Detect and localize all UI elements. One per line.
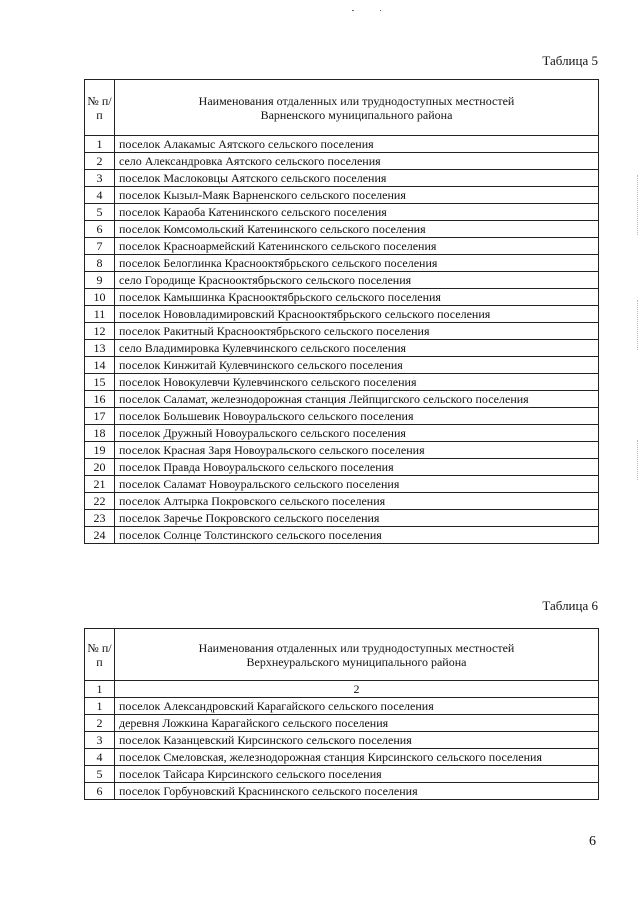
locality-name: поселок Тайсара Кирсинского сельского поселения (115, 766, 599, 783)
locality-name: село Владимировка Кулевчинского сельского поселения (115, 340, 599, 357)
column-header-number: № п/п (85, 629, 115, 681)
table-5-varnensky (84, 79, 599, 544)
row-number: 21 (85, 476, 115, 493)
table-row (85, 204, 599, 221)
column-header-number: № п/п (85, 80, 115, 136)
scan-edge-dots (636, 175, 638, 235)
table-row (85, 357, 599, 374)
table-row (85, 136, 599, 153)
row-number: 11 (85, 306, 115, 323)
locality-name: поселок Большевик Новоуральского сельского поселения (115, 408, 599, 425)
row-number: 12 (85, 323, 115, 340)
row-number: 15 (85, 374, 115, 391)
table-row (85, 323, 599, 340)
locality-name: поселок Комсомольский Катенинского сельского поселения (115, 221, 599, 238)
table-row (85, 408, 599, 425)
scan-edge-dots (636, 300, 638, 350)
locality-name: поселок Ракитный Краснооктябрьского сельского поселения (115, 323, 599, 340)
locality-name: поселок Красная Заря Новоуральского сельского поселения (115, 442, 599, 459)
column-header-name-line2: Верхнеуральского муниципального района (246, 654, 467, 669)
locality-name: поселок Красноармейский Катенинского сельского поселения (115, 238, 599, 255)
locality-name: село Александровка Аятского сельского поселения (115, 153, 599, 170)
table-row (85, 289, 599, 306)
row-number: 3 (85, 170, 115, 187)
table-header-row (85, 80, 599, 136)
table-6-caption: Таблица 6 (542, 598, 598, 613)
table-row (85, 221, 599, 238)
row-number: 7 (85, 238, 115, 255)
locality-name: поселок Заречье Покровского сельского поселения (115, 510, 599, 527)
table-row (85, 187, 599, 204)
table-row (85, 255, 599, 272)
table-row (85, 459, 599, 476)
page-number: 6 (589, 834, 596, 849)
locality-name: поселок Александровский Карагайского сельского поселения (115, 698, 599, 715)
locality-name: поселок Белоглинка Краснооктябрьского сельского поселения (115, 255, 599, 272)
locality-name: поселок Кызыл-Маяк Варненского сельского поселения (115, 187, 599, 204)
table-row (85, 715, 599, 732)
locality-name: поселок Камышинка Краснооктябрьского сельского поселения (115, 289, 599, 306)
column-number-1: 1 (85, 681, 115, 698)
table-row (85, 749, 599, 766)
row-number: 22 (85, 493, 115, 510)
table-row (85, 783, 599, 800)
row-number: 5 (85, 204, 115, 221)
row-number: 8 (85, 255, 115, 272)
row-number: 6 (85, 221, 115, 238)
locality-name: поселок Саламат Новоуральского сельского поселения (115, 476, 599, 493)
locality-name: деревня Ложкина Карагайского сельского поселения (115, 715, 599, 732)
locality-name: поселок Маслоковцы Аятского сельского поселения (115, 170, 599, 187)
table-row (85, 170, 599, 187)
row-number: 5 (85, 766, 115, 783)
locality-name: село Городище Краснооктябрьского сельского поселения (115, 272, 599, 289)
column-header-name (115, 80, 599, 136)
locality-name: поселок Саламат, железнодорожная станция Лейпцигского сельского поселения (115, 391, 599, 408)
column-header-name (115, 629, 599, 681)
row-number: 4 (85, 187, 115, 204)
table-6-verkhneuralsky (84, 628, 599, 800)
table-row (85, 493, 599, 510)
row-number: 18 (85, 425, 115, 442)
scan-speck (380, 10, 381, 11)
table-row (85, 374, 599, 391)
row-number: 1 (85, 136, 115, 153)
table-row (85, 766, 599, 783)
row-number: 23 (85, 510, 115, 527)
column-header-name-line1: Наименования отдаленных или труднодоступных местностей (198, 640, 515, 655)
table-row (85, 732, 599, 749)
locality-name: поселок Дружный Новоуральского сельского поселения (115, 425, 599, 442)
locality-name: поселок Казанцевский Кирсинского сельского поселения (115, 732, 599, 749)
table-row (85, 425, 599, 442)
locality-name: поселок Кинжитай Кулевчинского сельского поселения (115, 357, 599, 374)
table-5-body (85, 136, 599, 544)
row-number: 2 (85, 715, 115, 732)
table-row (85, 476, 599, 493)
locality-name: поселок Алакамыс Аятского сельского поселения (115, 136, 599, 153)
row-number: 24 (85, 527, 115, 544)
column-number-row (85, 681, 599, 698)
table-row (85, 391, 599, 408)
table-row (85, 306, 599, 323)
table-row (85, 442, 599, 459)
row-number: 17 (85, 408, 115, 425)
row-number: 4 (85, 749, 115, 766)
table-row (85, 153, 599, 170)
locality-name: поселок Караоба Катенинского сельского поселения (115, 204, 599, 221)
row-number: 3 (85, 732, 115, 749)
row-number: 20 (85, 459, 115, 476)
locality-name: поселок Нововладимировский Краснооктябрьского сельского поселения (115, 306, 599, 323)
scan-edge-dots (636, 440, 638, 480)
locality-name: поселок Смеловская, железнодорожная станция Кирсинского сельского поселения (115, 749, 599, 766)
locality-name: поселок Новокулевчи Кулевчинского сельского поселения (115, 374, 599, 391)
table-5-caption: Таблица 5 (542, 53, 598, 68)
row-number: 19 (85, 442, 115, 459)
locality-name: поселок Алтырка Покровского сельского поселения (115, 493, 599, 510)
column-header-name-line2: Варненского муниципального района (260, 107, 453, 122)
table-row (85, 527, 599, 544)
column-header-name-line1: Наименования отдаленных или труднодоступных местностей (198, 93, 515, 108)
table-row (85, 238, 599, 255)
row-number: 10 (85, 289, 115, 306)
column-number-2: 2 (115, 681, 599, 698)
table-row (85, 698, 599, 715)
row-number: 9 (85, 272, 115, 289)
table-row (85, 510, 599, 527)
scan-speck (352, 10, 354, 11)
table-row (85, 272, 599, 289)
table-header-row (85, 629, 599, 681)
row-number: 16 (85, 391, 115, 408)
row-number: 1 (85, 698, 115, 715)
table-6-body (85, 681, 599, 800)
table-row (85, 340, 599, 357)
row-number: 14 (85, 357, 115, 374)
row-number: 6 (85, 783, 115, 800)
locality-name: поселок Солнце Толстинского сельского поселения (115, 527, 599, 544)
row-number: 13 (85, 340, 115, 357)
row-number: 2 (85, 153, 115, 170)
locality-name: поселок Правда Новоуральского сельского поселения (115, 459, 599, 476)
locality-name: поселок Горбуновский Краснинского сельского поселения (115, 783, 599, 800)
